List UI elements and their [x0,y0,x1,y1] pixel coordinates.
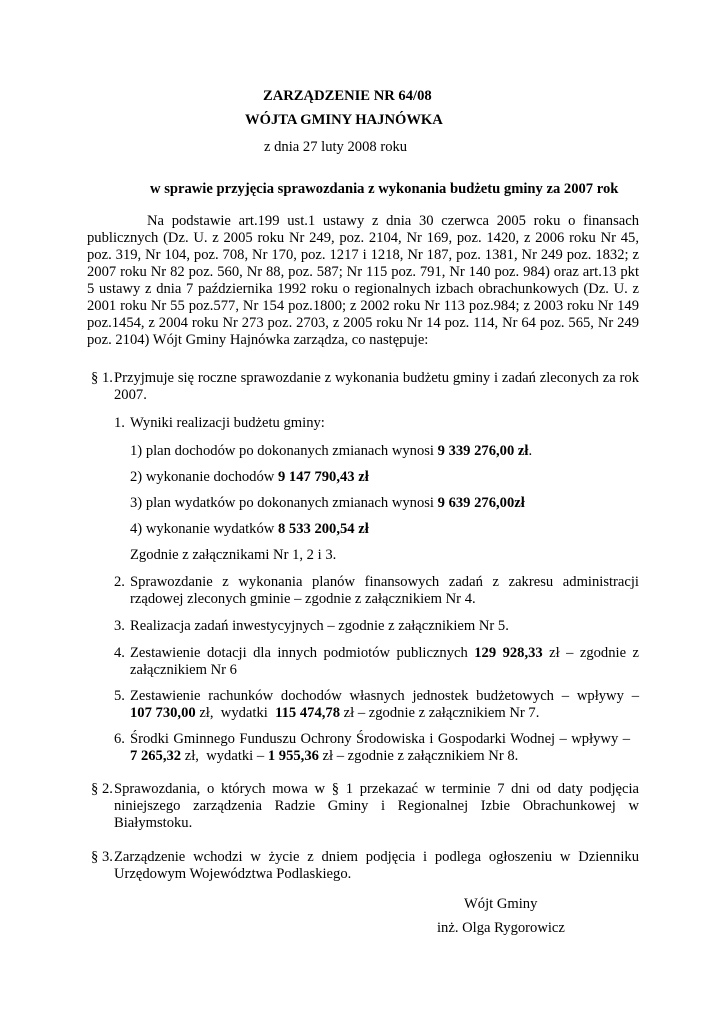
item4-number: 4. [114,645,125,661]
preamble-line: poz.1454, z 2004 roku Nr 273 poz. 2703, z 2005 roku Nr 14 poz. 114, Nr 64 poz. 565, Nr 249 [87,315,639,331]
item3-text: Realizacja zadań inwestycyjnych – zgodnie z załącznikiem Nr 5. [130,618,509,634]
sub-item-text: plan wydatków po dokonanych zmianach wynosi [145,495,438,511]
document-authority: WÓJTA GMINY HAJNÓWKA [245,112,443,128]
item4-line: załącznikiem Nr 6 [130,662,237,678]
item6-body [130,731,630,765]
item2-number: 2. [114,574,125,590]
item6-number: 6. [114,731,125,747]
item2-line: Sprawozdanie z wykonania planów finansowych zadań z zakresu administracji [130,574,639,590]
item2-line: rządowej zleconych gminie – zgodnie z załącznikiem Nr 4. [130,591,476,607]
item1-number: 1. [114,415,125,431]
item1-text: Wyniki realizacji budżetu gminy: [130,415,325,431]
sub-item [130,443,532,460]
item6-tail: zł – zgodnie z załącznikiem Nr 8. [318,748,519,764]
item3-number: 3. [114,618,125,634]
item6-line [130,748,630,765]
item6-amount-expense: 1 955,36 [267,748,319,764]
preamble-line: 2007 roku Nr 82 poz. 560, Nr 88, poz. 587; Nr 115 poz. 791, Nr 140 poz. 984) oraz art.13 pkt [87,264,639,280]
section1-line: Przyjmuje się roczne sprawozdanie z wykonania budżetu gminy i zadań zleconych za rok [114,370,639,386]
section3-body [114,849,639,883]
section3-line: Zarządzenie wchodzi w życie z dniem podjęcia i podlega ogłoszeniu w Dzienniku [114,849,639,865]
preamble [87,213,639,349]
preamble-line: poz. 2104) Wójt Gminy Hajnówka zarządza, co następuje: [87,332,429,348]
document-date: z dnia 27 luty 2008 roku [264,139,408,155]
item4-amount: 129 928,33 [474,645,543,661]
signature-name: inż. Olga Rygorowicz [437,920,565,936]
section2-line: niniejszego zarządzenia Radzie Gminy i Regionalnej Izbie Obrachunkowej w [114,798,639,814]
item2-body [130,574,639,608]
item6-mid: zł, wydatki – [181,748,268,764]
section2-mark: § 2. [91,781,113,797]
item5-amount-expense: 115 474,78 [275,705,340,721]
item5-body [130,688,639,722]
signature-role: Wójt Gminy [464,896,538,912]
section1-body [114,370,639,404]
section2-body [114,781,639,832]
section1-mark: § 1. [91,370,113,386]
preamble-line: publicznych (Dz. U. z 2005 roku Nr 249, poz. 2104, Nr 169, poz. 1420, z 2006 roku Nr 45, [87,230,639,246]
sub-item-tail: . [528,443,533,459]
sub-item [130,469,369,486]
item4-line [130,645,639,662]
item5-tail: zł – zgodnie z załącznikiem Nr 7. [340,705,540,721]
sub-item-number: 1) [130,443,143,459]
preamble-line: 5 ustawy z dnia 7 października 1992 roku o regionalnych izbach obrachunkowych (Dz. U. z [87,281,639,297]
document-subject: w sprawie przyjęcia sprawozdania z wykonania budżetu gminy za 2007 rok [150,181,619,197]
document-title: ZARZĄDZENIE NR 64/08 [263,88,432,104]
item4-text: Zestawienie dotacji dla innych podmiotów publicznych [130,645,475,661]
section2-line: Białymstoku. [114,815,193,831]
preamble-line: 2001 roku Nr 55 poz.577, Nr 154 poz.1800; z 2002 roku Nr 113 poz.984; z 2003 roku Nr 149 [87,298,639,314]
sub-item-amount: 8 533 200,54 zł [277,521,369,537]
sub-item [130,521,369,538]
section3-line: Urzędowym Województwa Podlaskiego. [114,866,352,882]
sub-item-amount: 9 339 276,00 zł [437,443,529,459]
sub-item-amount: 9 639 276,00zł [437,495,525,511]
item5-line: Zestawienie rachunków dochodów własnych jednostek budżetowych – wpływy – [130,688,639,704]
section1-line: 2007. [114,387,147,403]
sub-item [130,495,525,512]
item5-amount-income: 107 730,00 [130,705,196,721]
item6-amount-income: 7 265,32 [130,748,182,764]
item4-tail: zł – zgodnie z [542,645,639,661]
preamble-line: poz. 319, Nr 104, poz. 708, Nr 170, poz. 1217 i 1218, Nr 187, poz. 1381, Nr 249 poz. 1832; z [87,247,639,263]
sub-item-text: plan dochodów po dokonanych zmianach wynosi [145,443,438,459]
section2-line: Sprawozdania, o których mowa w § 1 przekazać w terminie 7 dni od daty podjęcia [114,781,639,797]
item6-line: Środki Gminnego Funduszu Ochrony Środowiska i Gospodarki Wodnej – wpływy – [130,731,630,747]
sub-item-number: 3) [130,495,143,511]
item5-mid: zł, wydatki [195,705,276,721]
sub-item-number: 2) [130,469,143,485]
item5-number: 5. [114,688,125,704]
item4-body [130,645,639,679]
sub-item-text: wykonanie wydatków [145,521,278,537]
item1-note: Zgodnie z załącznikami Nr 1, 2 i 3. [130,547,337,563]
sub-item-amount: 9 147 790,43 zł [277,469,369,485]
section3-mark: § 3. [91,849,113,865]
sub-item-text: wykonanie dochodów [145,469,278,485]
preamble-line: Na podstawie art.199 ust.1 ustawy z dnia 30 czerwca 2005 roku o finansach [147,213,639,229]
sub-item-number: 4) [130,521,143,537]
item5-line [130,705,639,722]
